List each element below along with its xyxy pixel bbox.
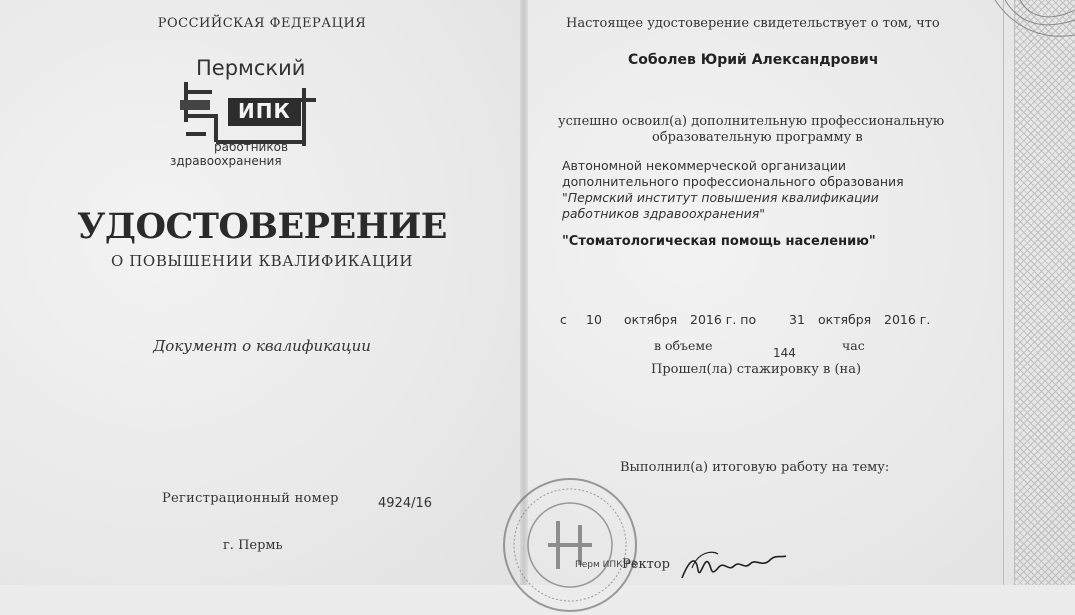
document-type: Документ о квалификации [153, 337, 371, 355]
mastered-text-line1: успешно освоил(а) дополнительную профессиональную [558, 114, 945, 129]
seal-stamp [500, 475, 640, 615]
corner-ornament [985, 0, 1075, 70]
holder-name: Соболев Юрий Александрович [628, 52, 879, 68]
date-from-year: 2016 г. по [690, 312, 757, 327]
certification-statement: Настоящее удостоверение свидетельствует о том, что [566, 16, 940, 31]
volume-value: 144 [773, 346, 796, 360]
date-to-year: 2016 г. [884, 312, 931, 327]
date-from-day: 10 [586, 312, 602, 327]
logo-text-sub1: работников [214, 140, 289, 154]
country-heading: РОССИЙСКАЯ ФЕДЕРАЦИЯ [157, 16, 367, 31]
date-from-label: с [560, 312, 567, 327]
program-name: "Стоматологическая помощь населению" [562, 234, 876, 249]
date-to-month: октября [818, 312, 872, 327]
guilloche-border-line [1003, 0, 1015, 585]
logo-text-middle: ИПК [228, 98, 301, 126]
document-subtitle: О ПОВЫШЕНИИ КВАЛИФИКАЦИИ [110, 252, 414, 270]
date-from-month: октября [624, 312, 678, 327]
organization-line3: "Пермский институт повышения квалификации [562, 190, 879, 205]
registration-number: 4924/16 [378, 496, 433, 511]
final-work-text: Выполнил(а) итоговую работу на тему: [620, 460, 890, 475]
document-title: УДОСТОВЕРЕНИЕ [77, 206, 447, 247]
internship-text: Прошел(ла) стажировку в (на) [651, 362, 862, 377]
date-to-day: 31 [789, 312, 805, 327]
rector-label: Ректор [622, 557, 670, 572]
organization-line4: работников здравоохранения" [562, 206, 766, 221]
organization-line1: Автономной некоммерческой организации [562, 158, 846, 173]
volume-label: в объеме [654, 338, 713, 353]
guilloche-border [1015, 0, 1075, 585]
stamp-text: Перм ИПК РЗ [575, 560, 637, 570]
logo-text-top: Пермский [196, 56, 306, 80]
logo-text-sub2: здравоохранения [170, 154, 282, 168]
rector-signature [678, 548, 788, 585]
city: г. Пермь [223, 538, 283, 553]
mastered-text-line2: образовательную программу в [652, 130, 863, 145]
volume-unit: час [842, 338, 865, 353]
registration-label: Регистрационный номер [162, 491, 339, 506]
organization-line2: дополнительного профессионального образования [562, 174, 904, 189]
